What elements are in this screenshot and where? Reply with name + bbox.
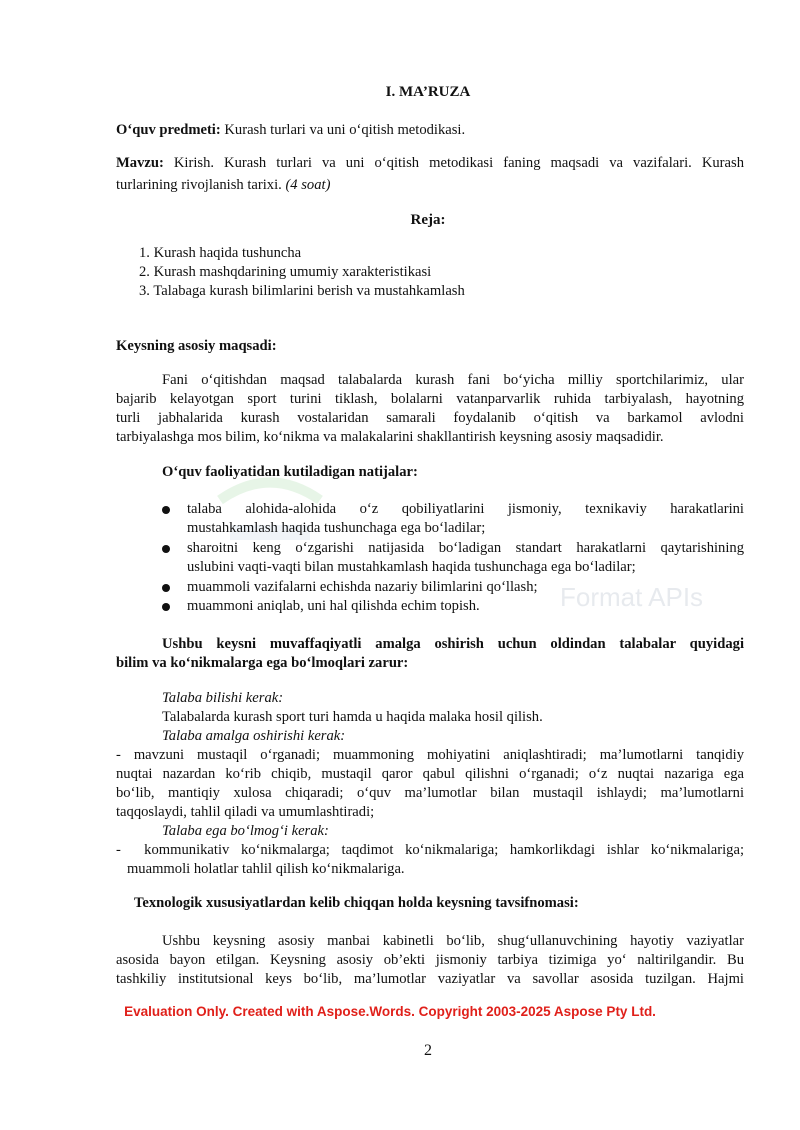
plan-heading: Reja: <box>410 212 446 228</box>
plan-item: 1. Kurash haqida tushuncha <box>139 245 302 261</box>
subject-label: O‘quv predmeti: <box>116 122 221 138</box>
do-text-line: bo‘lib, mantiqiy xulosa chiqaradi; o‘quv ma’lumotlar bilan mustaqil ishlaydi; ma’lumotlarni <box>116 785 744 801</box>
result-item-line: uslubini vaqti-vaqti bilan mustahkamlash haqida tushunchaga ega bo‘ladilar; <box>187 559 636 575</box>
bullet-icon <box>162 545 170 553</box>
watermark-text: Format APIs <box>560 582 704 612</box>
page-number: 2 <box>424 1042 432 1059</box>
bullet-icon <box>162 506 170 514</box>
topic-text-1: Kirish. Kurash turlari va uni o‘qitish metodikasi faning maqsadi va vazifalari. Kurash <box>163 155 744 171</box>
do-text-line: taqqoslaydi, tahlil qiladi va umumlashtiradi; <box>116 804 375 820</box>
have-heading: Talaba ega bo‘lmog‘i kerak: <box>162 823 329 839</box>
result-item-line: muammoli vazifalarni echishda nazariy bilimlarini qo‘llash; <box>187 579 538 595</box>
do-text-line: nuqtai nazardan ko‘rib chiqib, mustaqil qaror qabul qilishni o‘rganadi; o‘z nuqtai nazariga ega <box>116 766 744 782</box>
know-text: Talabalarda kurash sport turi hamda u haqida malaka hosil qilish. <box>162 709 543 725</box>
tech-text-line: Ushbu keysning asosiy manbai kabinetli bo‘lib, shug‘ullanuvchining hayotiy vaziyatlar <box>162 933 744 949</box>
goal-text-line: Fani o‘qitishdan maqsad talabalarda kurash fani bo‘yicha milliy sportchilarimiz, ular <box>162 372 744 388</box>
topic-label: Mavzu: <box>116 155 164 171</box>
result-item-line: talaba alohida-alohida o‘z qobiliyatlarini jismoniy, texnikaviy harakatlarini <box>187 501 744 517</box>
topic-line-2 <box>116 175 744 195</box>
do-heading: Talaba amalga oshirishi kerak: <box>162 728 346 744</box>
topic-text-2: turlarining rivojlanish tarixi. <box>116 177 282 193</box>
plan-item: 2. Kurash mashqdarining umumiy xarakteristikasi <box>139 264 432 280</box>
page-title: I. MA’RUZA <box>385 84 471 100</box>
topic-hours: (4 soat) <box>285 177 331 193</box>
goal-text-line: bajarib kelayotgan sport turini tiklash, bolalarni vatanparvarlik ruhida tarbiyalash, hayotning <box>116 391 744 407</box>
result-item-line: mustahkamlash haqida tushunchaga ega bo‘ladilar; <box>187 520 486 536</box>
do-text-line: - mavzuni mustaqil o‘rganadi; muammoning mohiyatini aniqlashtiradi; ma’lumotlarni tanqidiy <box>116 747 744 763</box>
tech-heading: Texnologik xususiyatlardan kelib chiqqan holda keysning tavsifnomasi: <box>134 895 579 911</box>
subject-line <box>116 120 744 140</box>
bullet-icon <box>162 603 170 611</box>
success-heading-line: bilim va ko‘nikmalarga ega bo‘lmoqlari zarur: <box>116 655 409 671</box>
goal-text-line: tarbiyalashga mos bilim, ko‘nikma va malakalarini shakllantirish keysning asosiy maqsadidir. <box>116 429 664 445</box>
results-heading: O‘quv faoliyatidan kutiladigan natijalar: <box>162 464 418 480</box>
have-text-line: - kommunikativ ko‘nikmalarga; taqdimot ko‘nikmalariga; hamkorlikdagi ishlar ko‘nikmalariga; <box>116 842 744 858</box>
bullet-icon <box>162 584 170 592</box>
tech-text-line: asosida bayon etilgan. Keysning asosiy ob’ekti jismoniy tarbiya tizimiga yo‘ naltirilgandir. Bu <box>116 952 744 968</box>
goal-text-line: turli jabhalarida kurash vostalaridan samarali foydalanib o‘qitish va barkamol avlodni <box>116 410 744 426</box>
result-item-line: muammoni aniqlab, uni hal qilishda echim topish. <box>187 598 480 614</box>
topic-line-1 <box>116 153 744 173</box>
evaluation-notice: Evaluation Only. Created with Aspose.Words. Copyright 2003-2025 Aspose Pty Ltd. <box>124 1004 656 1019</box>
success-heading-line: Ushbu keysni muvaffaqiyatli amalga oshirish uchun oldindan talabalar quyidagi <box>162 636 744 652</box>
plan-item: 3. Talabaga kurash bilimlarini berish va mustahkamlash <box>139 283 465 299</box>
plan-list <box>139 244 739 301</box>
have-text-line: muammoli holatlar tahlil qilish ko‘nikmalariga. <box>116 861 405 877</box>
result-item-line: sharoitni keng o‘zgarishi natijasida bo‘ladigan standart harakatlarni qaytarishining <box>187 540 744 556</box>
know-heading: Talaba bilishi kerak: <box>162 690 284 706</box>
goal-heading: Keysning asosiy maqsadi: <box>116 338 277 354</box>
subject-value: Kurash turlari va uni o‘qitish metodikasi. <box>220 122 466 138</box>
tech-text-line: tashkiliy institutsional keys bo‘lib, ma’lumotlar vaziyatlar va savollar asosida tuzilgan. Hajmi <box>116 971 744 987</box>
